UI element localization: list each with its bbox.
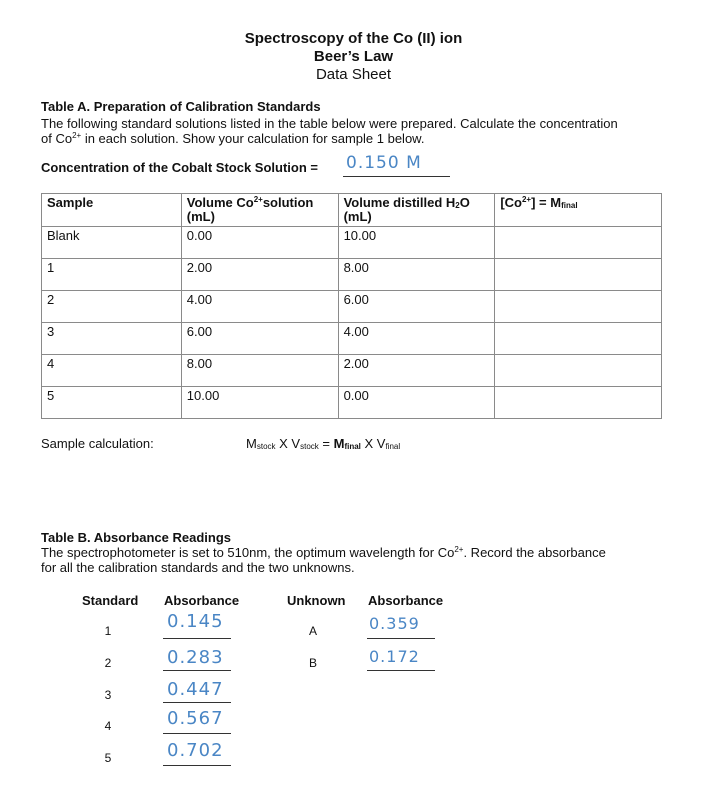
table-row <box>42 323 662 355</box>
col-sample: Sample <box>42 194 182 227</box>
table-row <box>42 259 662 291</box>
table-a-heading: Table A. Preparation of Calibration Standards <box>41 99 321 114</box>
absorbance-underline <box>163 670 231 671</box>
stock-concentration-underline <box>343 176 450 177</box>
sample-cell: 5 <box>42 387 182 419</box>
concentration-cell[interactable] <box>495 227 662 259</box>
table-a-desc-line2: of $Co^{2+}$ in each solution. Show your calculation for sample 1 below. <box>41 131 425 146</box>
table-b-description <box>41 545 681 575</box>
col-absorbance: Absorbance <box>164 593 240 608</box>
volume-water-cell: 6.00 <box>338 291 495 323</box>
absorbance-value[interactable]: 0.145 <box>167 611 224 632</box>
absorbance-underline <box>163 765 231 766</box>
absorbance-value[interactable]: 0.702 <box>167 740 224 761</box>
volume-water-cell: 4.00 <box>338 323 495 355</box>
unknown-label: B <box>308 656 317 670</box>
volume-co-cell: 10.00 <box>181 387 338 419</box>
volume-co-cell: 6.00 <box>181 323 338 355</box>
volume-water-cell: 8.00 <box>338 259 495 291</box>
standard-label: 4 <box>104 719 112 733</box>
stock-concentration-value[interactable]: 0.150 M <box>346 153 422 173</box>
col-standard: Standard <box>82 593 139 608</box>
volume-water-cell: 2.00 <box>338 355 495 387</box>
volume-co-cell: 4.00 <box>181 291 338 323</box>
table-a-description <box>41 116 681 146</box>
col-unknown: Unknown <box>287 593 346 608</box>
concentration-cell[interactable] <box>495 323 662 355</box>
standard-label: 1 <box>104 624 112 638</box>
table-row <box>42 355 662 387</box>
table-row <box>42 387 662 419</box>
unknown-absorbance-value[interactable]: 0.172 <box>369 647 420 666</box>
sample-cell: 1 <box>42 259 182 291</box>
page-subtitle: Beer’s Law <box>313 48 394 65</box>
concentration-cell[interactable] <box>495 387 662 419</box>
sample-cell: 2 <box>42 291 182 323</box>
sample-cell: 3 <box>42 323 182 355</box>
table-b-desc-line2: for all the calibration standards and the two unknowns. <box>41 560 355 575</box>
table-a-desc-line1: The following standard solutions listed in the table below were prepared. Calculate the concentration <box>41 116 618 131</box>
col-absorbance-unknown: Absorbance <box>368 593 444 608</box>
standard-label: 2 <box>104 656 112 670</box>
col-volume-co: Volume $Co^{2+}solution$ (mL) <box>181 194 338 227</box>
col-concentration: $[Co^{2+}] = M_{final}$ <box>495 194 662 227</box>
calibration-table <box>41 193 662 419</box>
calibration-table-header <box>42 194 662 227</box>
table-row <box>42 291 662 323</box>
standard-label: 3 <box>104 688 112 702</box>
volume-co-cell: 2.00 <box>181 259 338 291</box>
sample-calculation-label: Sample calculation: <box>41 436 154 451</box>
sheet-label: Data Sheet <box>315 66 392 83</box>
concentration-cell[interactable] <box>495 291 662 323</box>
table-b-heading: Table B. Absorbance Readings <box>41 530 231 545</box>
absorbance-value[interactable]: 0.447 <box>167 679 224 700</box>
absorbance-value[interactable]: 0.283 <box>167 647 224 668</box>
volume-co-cell: 0.00 <box>181 227 338 259</box>
page-title: Spectroscopy of the Co (II) ion <box>244 30 463 47</box>
concentration-cell[interactable] <box>495 259 662 291</box>
sample-cell: 4 <box>42 355 182 387</box>
volume-water-cell: 10.00 <box>338 227 495 259</box>
table-b-desc-line1: The spectrophotometer is set to 510nm, the optimum wavelength for $Co^{2+}$. Record the absorbance <box>41 545 606 560</box>
unknown-absorbance-underline <box>367 670 435 671</box>
table-row <box>42 227 662 259</box>
sample-cell: Blank <box>42 227 182 259</box>
unknown-absorbance-value[interactable]: 0.359 <box>369 614 420 633</box>
col-volume-water: Volume distilled $H_2O$ (mL) <box>338 194 495 227</box>
volume-co-cell: 8.00 <box>181 355 338 387</box>
stock-concentration-label: Concentration of the Cobalt Stock Solution = <box>41 160 318 175</box>
absorbance-value[interactable]: 0.567 <box>167 708 224 729</box>
absorbance-underline <box>163 638 231 639</box>
concentration-cell[interactable] <box>495 355 662 387</box>
dilution-equation: $M_{stock}$ X $V_{stock} = M_{final}$ X $V_{final}$ <box>246 436 401 451</box>
volume-water-cell: 0.00 <box>338 387 495 419</box>
absorbance-underline <box>163 733 231 734</box>
unknown-absorbance-underline <box>367 638 435 639</box>
standard-label: 5 <box>104 751 112 765</box>
absorbance-underline <box>163 702 231 703</box>
unknown-label: A <box>308 624 317 638</box>
